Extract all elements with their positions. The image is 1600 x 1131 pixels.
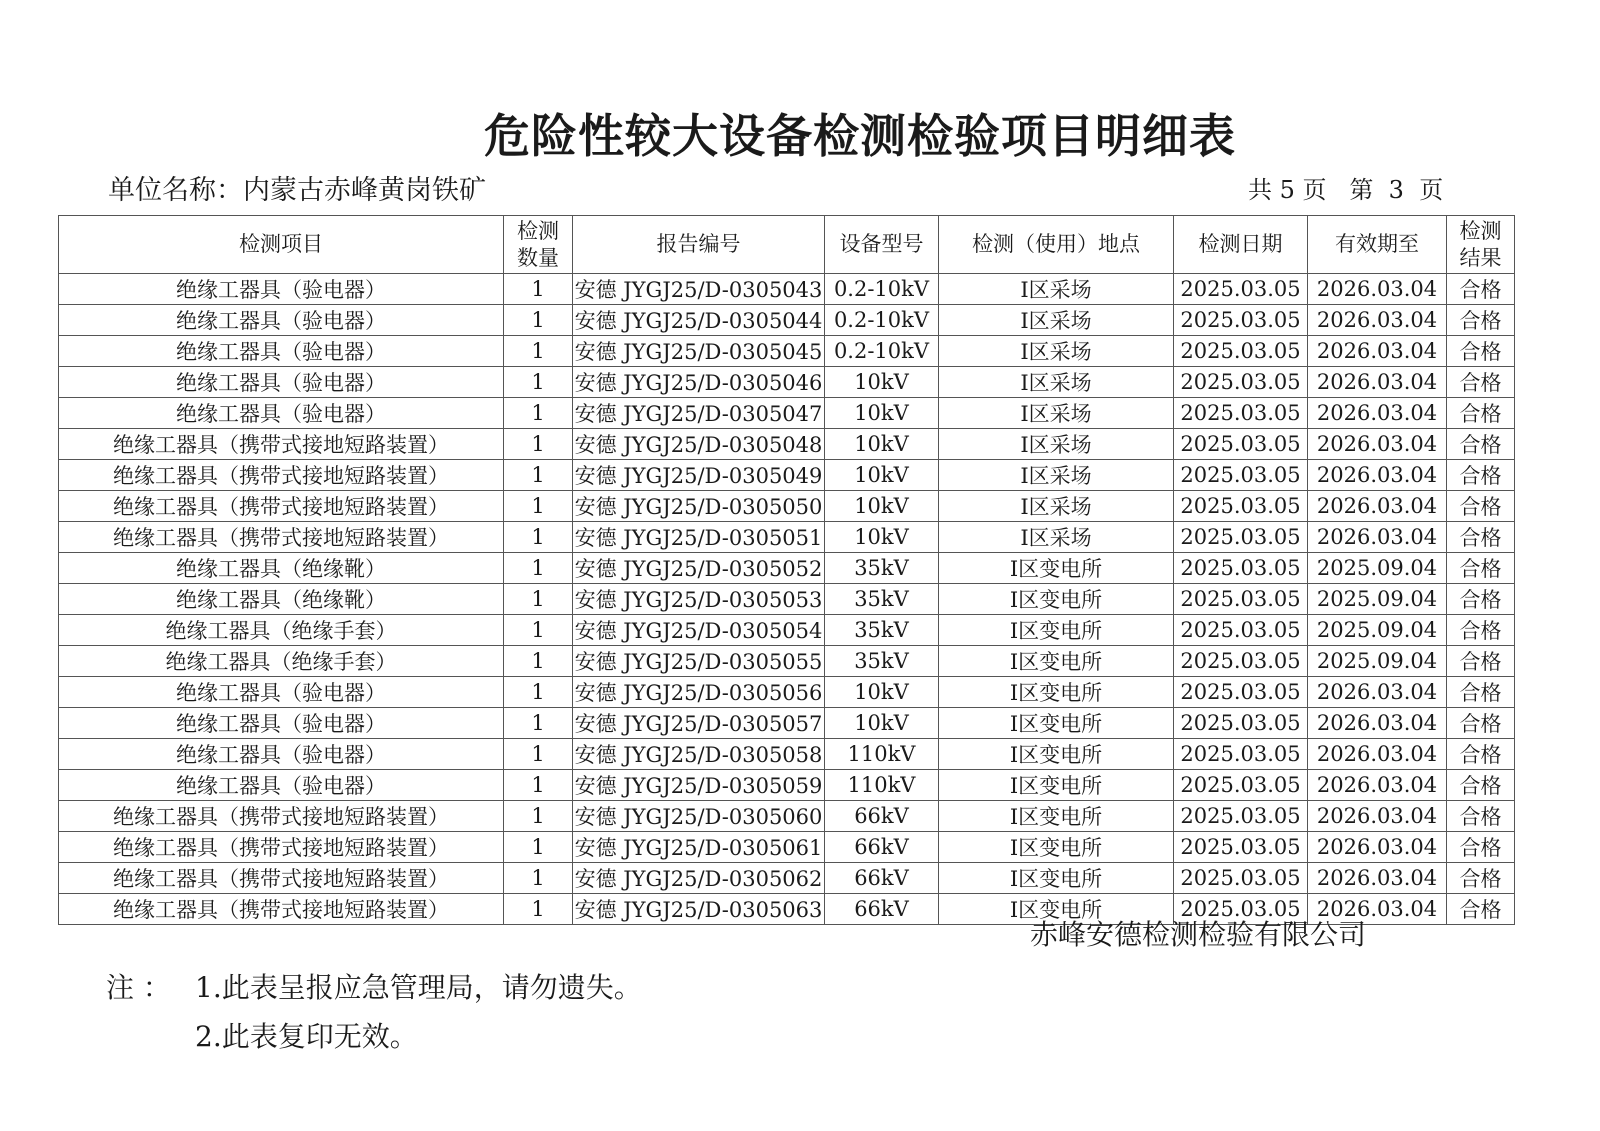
cell-report-number: 安德 JYGJ25/D-0305044 <box>573 305 825 336</box>
cell-location: Ⅰ区变电所 <box>939 770 1174 801</box>
cell-test-date: 2025.03.05 <box>1174 429 1308 460</box>
cell-test-date: 2025.03.05 <box>1174 770 1308 801</box>
cell-location: Ⅰ区变电所 <box>939 646 1174 677</box>
table-row <box>59 553 1515 584</box>
cell-location: Ⅰ区采场 <box>939 491 1174 522</box>
cell-model: 66kV <box>825 801 939 832</box>
cell-test-date: 2025.03.05 <box>1174 367 1308 398</box>
cell-test-date: 2025.03.05 <box>1174 739 1308 770</box>
cell-item: 绝缘工器具（绝缘靴） <box>59 553 504 584</box>
cell-report-number: 安德 JYGJ25/D-0305061 <box>573 832 825 863</box>
cell-valid-until: 2026.03.04 <box>1308 522 1447 553</box>
cell-valid-until: 2025.09.04 <box>1308 553 1447 584</box>
cell-location: Ⅰ区变电所 <box>939 615 1174 646</box>
cell-test-date: 2025.03.05 <box>1174 677 1308 708</box>
table-body <box>59 274 1515 925</box>
cell-test-date: 2025.03.05 <box>1174 894 1308 925</box>
table-row <box>59 522 1515 553</box>
column-header <box>939 216 1174 274</box>
cell-location: Ⅰ区采场 <box>939 522 1174 553</box>
cell-quantity: 1 <box>504 429 573 460</box>
table-row <box>59 739 1515 770</box>
table-row <box>59 615 1515 646</box>
cell-valid-until: 2026.03.04 <box>1308 677 1447 708</box>
cell-result: 合格 <box>1447 274 1515 305</box>
cell-valid-until: 2025.09.04 <box>1308 615 1447 646</box>
cell-report-number: 安德 JYGJ25/D-0305051 <box>573 522 825 553</box>
cell-item: 绝缘工器具（验电器） <box>59 708 504 739</box>
column-header <box>573 216 825 274</box>
cell-item: 绝缘工器具（验电器） <box>59 770 504 801</box>
cell-quantity: 1 <box>504 863 573 894</box>
cell-report-number: 安德 JYGJ25/D-0305058 <box>573 739 825 770</box>
cell-model: 10kV <box>825 398 939 429</box>
cell-valid-until: 2026.03.04 <box>1308 367 1447 398</box>
cell-report-number: 安德 JYGJ25/D-0305062 <box>573 863 825 894</box>
cell-valid-until: 2025.09.04 <box>1308 584 1447 615</box>
cell-item: 绝缘工器具（验电器） <box>59 274 504 305</box>
table-row <box>59 491 1515 522</box>
cell-quantity: 1 <box>504 677 573 708</box>
cell-item: 绝缘工器具（验电器） <box>59 398 504 429</box>
cell-valid-until: 2026.03.04 <box>1308 739 1447 770</box>
cell-result: 合格 <box>1447 677 1515 708</box>
column-header-line: 检测 <box>1459 218 1502 243</box>
cell-quantity: 1 <box>504 491 573 522</box>
cell-quantity: 1 <box>504 832 573 863</box>
cell-report-number: 安德 JYGJ25/D-0305043 <box>573 274 825 305</box>
cell-location: Ⅰ区变电所 <box>939 708 1174 739</box>
table-row <box>59 367 1515 398</box>
note-item-1: 1.此表呈报应急管理局，请勿遗失。 <box>195 971 642 1004</box>
cell-report-number: 安德 JYGJ25/D-0305050 <box>573 491 825 522</box>
cell-result: 合格 <box>1447 801 1515 832</box>
cell-location: Ⅰ区采场 <box>939 367 1174 398</box>
cell-valid-until: 2026.03.04 <box>1308 305 1447 336</box>
cell-test-date: 2025.03.05 <box>1174 801 1308 832</box>
cell-result: 合格 <box>1447 336 1515 367</box>
column-header <box>1174 216 1308 274</box>
cell-location: Ⅰ区变电所 <box>939 677 1174 708</box>
column-header-line: 设备型号 <box>839 232 924 256</box>
cell-test-date: 2025.03.05 <box>1174 305 1308 336</box>
cell-model: 66kV <box>825 863 939 894</box>
cell-item: 绝缘工器具（绝缘手套） <box>59 646 504 677</box>
cell-test-date: 2025.03.05 <box>1174 863 1308 894</box>
cell-model: 0.2-10kV <box>825 305 939 336</box>
cell-result: 合格 <box>1447 708 1515 739</box>
table-row <box>59 832 1515 863</box>
column-header <box>59 216 504 274</box>
cell-result: 合格 <box>1447 491 1515 522</box>
column-header <box>1447 216 1515 274</box>
cell-test-date: 2025.03.05 <box>1174 615 1308 646</box>
cell-report-number: 安德 JYGJ25/D-0305057 <box>573 708 825 739</box>
cell-quantity: 1 <box>504 398 573 429</box>
cell-result: 合格 <box>1447 832 1515 863</box>
cell-valid-until: 2025.09.04 <box>1308 646 1447 677</box>
cell-result: 合格 <box>1447 367 1515 398</box>
cell-quantity: 1 <box>504 615 573 646</box>
table-row <box>59 646 1515 677</box>
cell-model: 10kV <box>825 367 939 398</box>
cell-test-date: 2025.03.05 <box>1174 584 1308 615</box>
cell-item: 绝缘工器具（携带式接地短路装置） <box>59 801 504 832</box>
cell-quantity: 1 <box>504 305 573 336</box>
cell-report-number: 安德 JYGJ25/D-0305049 <box>573 460 825 491</box>
cell-valid-until: 2026.03.04 <box>1308 274 1447 305</box>
cell-location: Ⅰ区变电所 <box>939 739 1174 770</box>
cell-valid-until: 2026.03.04 <box>1308 398 1447 429</box>
cell-result: 合格 <box>1447 739 1515 770</box>
cell-model: 10kV <box>825 677 939 708</box>
cell-item: 绝缘工器具（携带式接地短路装置） <box>59 832 504 863</box>
cell-model: 66kV <box>825 894 939 925</box>
cell-result: 合格 <box>1447 770 1515 801</box>
column-header-line: 检测（使用）地点 <box>972 232 1140 256</box>
cell-valid-until: 2026.03.04 <box>1308 770 1447 801</box>
cell-report-number: 安德 JYGJ25/D-0305046 <box>573 367 825 398</box>
cell-report-number: 安德 JYGJ25/D-0305048 <box>573 429 825 460</box>
cell-model: 35kV <box>825 553 939 584</box>
table-row <box>59 429 1515 460</box>
cell-report-number: 安德 JYGJ25/D-0305055 <box>573 646 825 677</box>
notes-label: 注 ： <box>106 971 171 1004</box>
cell-model: 110kV <box>825 770 939 801</box>
cell-model: 0.2-10kV <box>825 336 939 367</box>
cell-item: 绝缘工器具（携带式接地短路装置） <box>59 863 504 894</box>
table-row <box>59 584 1515 615</box>
cell-test-date: 2025.03.05 <box>1174 336 1308 367</box>
cell-model: 66kV <box>825 832 939 863</box>
cell-test-date: 2025.03.05 <box>1174 708 1308 739</box>
cell-model: 110kV <box>825 739 939 770</box>
cell-quantity: 1 <box>504 708 573 739</box>
cell-report-number: 安德 JYGJ25/D-0305059 <box>573 770 825 801</box>
cell-item: 绝缘工器具（验电器） <box>59 739 504 770</box>
cell-item: 绝缘工器具（验电器） <box>59 305 504 336</box>
cell-valid-until: 2026.03.04 <box>1308 708 1447 739</box>
cell-report-number: 安德 JYGJ25/D-0305045 <box>573 336 825 367</box>
cell-quantity: 1 <box>504 801 573 832</box>
cell-result: 合格 <box>1447 305 1515 336</box>
cell-model: 10kV <box>825 429 939 460</box>
cell-location: Ⅰ区变电所 <box>939 894 1174 925</box>
column-header-line: 检测 <box>517 218 559 243</box>
cell-valid-until: 2026.03.04 <box>1308 801 1447 832</box>
cell-valid-until: 2026.03.04 <box>1308 336 1447 367</box>
cell-result: 合格 <box>1447 398 1515 429</box>
table-row <box>59 863 1515 894</box>
cell-test-date: 2025.03.05 <box>1174 646 1308 677</box>
cell-result: 合格 <box>1447 615 1515 646</box>
cell-model: 35kV <box>825 615 939 646</box>
cell-model: 10kV <box>825 460 939 491</box>
cell-model: 0.2-10kV <box>825 274 939 305</box>
cell-model: 35kV <box>825 646 939 677</box>
cell-location: Ⅰ区采场 <box>939 274 1174 305</box>
table-header-row <box>59 216 1515 274</box>
cell-test-date: 2025.03.05 <box>1174 274 1308 305</box>
cell-item: 绝缘工器具（验电器） <box>59 677 504 708</box>
cell-valid-until: 2026.03.04 <box>1308 460 1447 491</box>
cell-location: Ⅰ区采场 <box>939 305 1174 336</box>
cell-valid-until: 2026.03.04 <box>1308 429 1447 460</box>
cell-report-number: 安德 JYGJ25/D-0305063 <box>573 894 825 925</box>
page-title: 危险性较大设备检测检验项目明细表 <box>484 109 1236 163</box>
cell-test-date: 2025.03.05 <box>1174 522 1308 553</box>
cell-quantity: 1 <box>504 584 573 615</box>
cell-result: 合格 <box>1447 553 1515 584</box>
table-row <box>59 460 1515 491</box>
table-row <box>59 708 1515 739</box>
cell-quantity: 1 <box>504 367 573 398</box>
cell-location: Ⅰ区变电所 <box>939 801 1174 832</box>
table-row <box>59 336 1515 367</box>
cell-location: Ⅰ区变电所 <box>939 553 1174 584</box>
cell-model: 10kV <box>825 522 939 553</box>
cell-item: 绝缘工器具（验电器） <box>59 367 504 398</box>
cell-location: Ⅰ区采场 <box>939 336 1174 367</box>
cell-quantity: 1 <box>504 274 573 305</box>
inspection-table <box>58 215 1515 925</box>
cell-result: 合格 <box>1447 522 1515 553</box>
cell-result: 合格 <box>1447 863 1515 894</box>
cell-test-date: 2025.03.05 <box>1174 832 1308 863</box>
page-indicator: 共 5 页 第 3 页 <box>1248 176 1444 204</box>
table-row <box>59 770 1515 801</box>
cell-quantity: 1 <box>504 460 573 491</box>
company-name: 赤峰安德检测检验有限公司 <box>1030 918 1367 951</box>
column-header-line: 结果 <box>1459 245 1502 270</box>
cell-valid-until: 2026.03.04 <box>1308 832 1447 863</box>
cell-valid-until: 2026.03.04 <box>1308 863 1447 894</box>
column-header <box>825 216 939 274</box>
cell-report-number: 安德 JYGJ25/D-0305047 <box>573 398 825 429</box>
column-header-line: 检测日期 <box>1198 232 1283 256</box>
cell-result: 合格 <box>1447 894 1515 925</box>
cell-quantity: 1 <box>504 336 573 367</box>
cell-item: 绝缘工器具（携带式接地短路装置） <box>59 522 504 553</box>
cell-item: 绝缘工器具（绝缘手套） <box>59 615 504 646</box>
cell-location: Ⅰ区变电所 <box>939 832 1174 863</box>
cell-quantity: 1 <box>504 553 573 584</box>
unit-name: 单位名称：内蒙古赤峰黄岗铁矿 <box>108 175 486 206</box>
table-row <box>59 801 1515 832</box>
cell-item: 绝缘工器具（携带式接地短路装置） <box>59 894 504 925</box>
cell-valid-until: 2026.03.04 <box>1308 491 1447 522</box>
cell-location: Ⅰ区采场 <box>939 398 1174 429</box>
column-header-line: 有效期至 <box>1335 232 1419 256</box>
cell-test-date: 2025.03.05 <box>1174 491 1308 522</box>
cell-result: 合格 <box>1447 429 1515 460</box>
table-row <box>59 677 1515 708</box>
note-item-2: 2.此表复印无效。 <box>195 1020 418 1053</box>
cell-report-number: 安德 JYGJ25/D-0305052 <box>573 553 825 584</box>
cell-result: 合格 <box>1447 584 1515 615</box>
cell-model: 10kV <box>825 708 939 739</box>
cell-model: 35kV <box>825 584 939 615</box>
cell-test-date: 2025.03.05 <box>1174 398 1308 429</box>
column-header <box>1308 216 1447 274</box>
cell-quantity: 1 <box>504 646 573 677</box>
cell-report-number: 安德 JYGJ25/D-0305054 <box>573 615 825 646</box>
column-header-line: 检测项目 <box>239 232 323 256</box>
cell-result: 合格 <box>1447 646 1515 677</box>
cell-valid-until: 2026.03.04 <box>1308 894 1447 925</box>
cell-item: 绝缘工器具（携带式接地短路装置） <box>59 491 504 522</box>
cell-location: Ⅰ区采场 <box>939 460 1174 491</box>
cell-quantity: 1 <box>504 894 573 925</box>
cell-item: 绝缘工器具（携带式接地短路装置） <box>59 460 504 491</box>
cell-item: 绝缘工器具（验电器） <box>59 336 504 367</box>
table-row <box>59 274 1515 305</box>
cell-test-date: 2025.03.05 <box>1174 553 1308 584</box>
column-header <box>504 216 573 274</box>
cell-location: Ⅰ区采场 <box>939 429 1174 460</box>
table-row <box>59 305 1515 336</box>
cell-result: 合格 <box>1447 460 1515 491</box>
cell-model: 10kV <box>825 491 939 522</box>
cell-quantity: 1 <box>504 739 573 770</box>
cell-report-number: 安德 JYGJ25/D-0305053 <box>573 584 825 615</box>
table-row <box>59 398 1515 429</box>
cell-location: Ⅰ区变电所 <box>939 863 1174 894</box>
column-header-line: 数量 <box>517 245 559 270</box>
cell-report-number: 安德 JYGJ25/D-0305056 <box>573 677 825 708</box>
cell-item: 绝缘工器具（携带式接地短路装置） <box>59 429 504 460</box>
cell-test-date: 2025.03.05 <box>1174 460 1308 491</box>
cell-location: Ⅰ区变电所 <box>939 584 1174 615</box>
column-header-line: 报告编号 <box>656 232 741 256</box>
cell-item: 绝缘工器具（绝缘靴） <box>59 584 504 615</box>
cell-quantity: 1 <box>504 770 573 801</box>
cell-quantity: 1 <box>504 522 573 553</box>
cell-report-number: 安德 JYGJ25/D-0305060 <box>573 801 825 832</box>
